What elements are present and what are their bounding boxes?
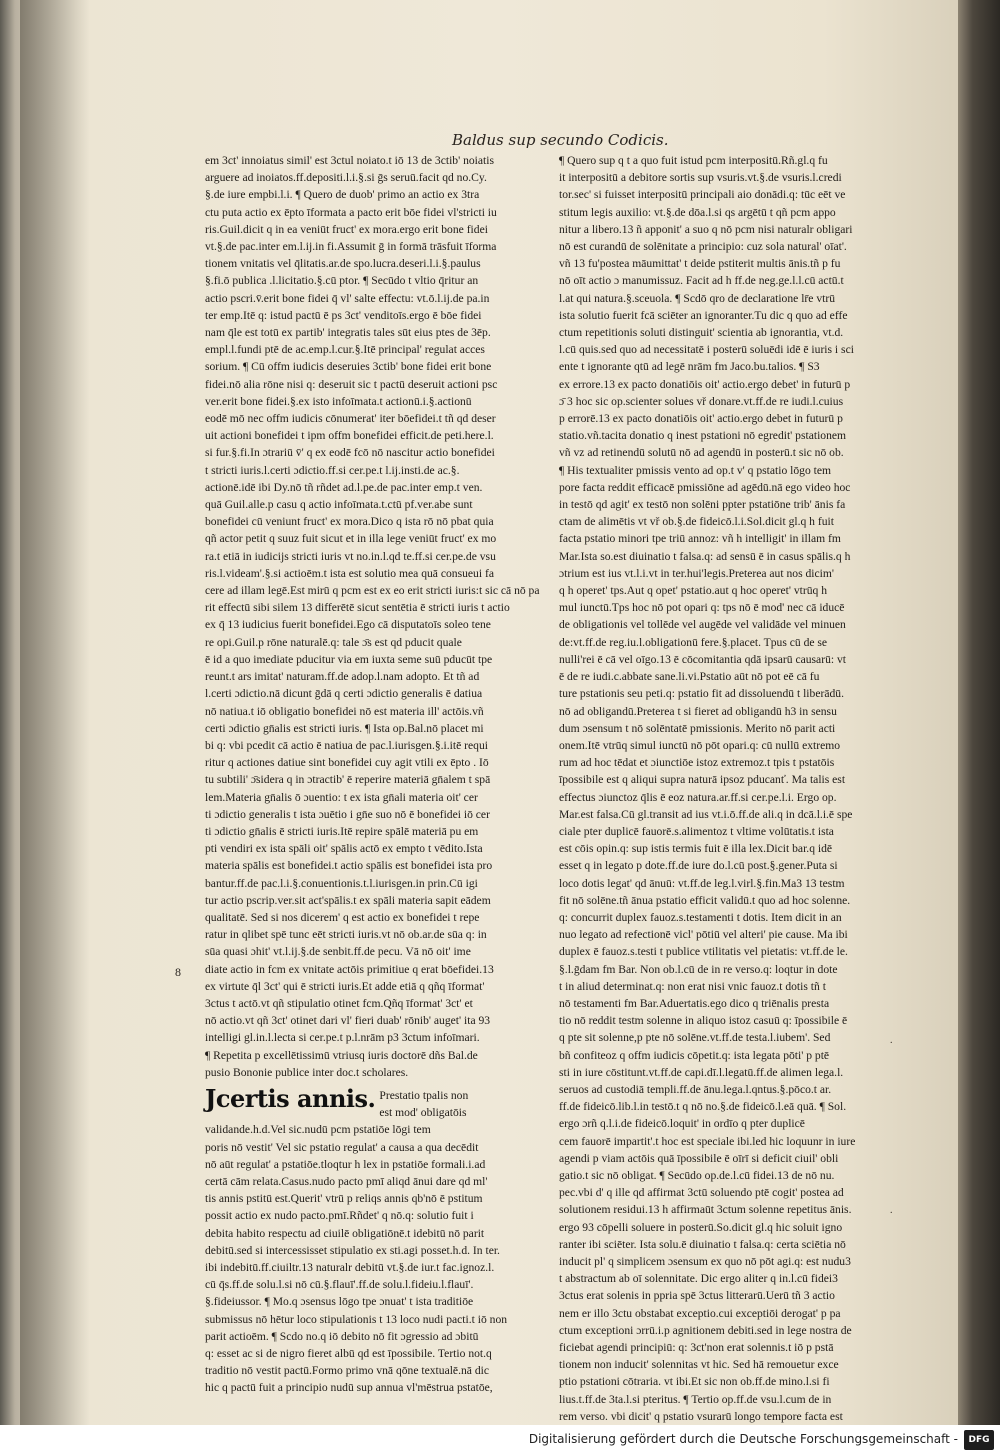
text-line: tur actio pscrip.ver.sit act'spālis.t ex spāli materia sapit eādem xyxy=(205,893,491,907)
text-line: tio nō reddit testm solenne in aliquo istoz casuū q: īpossibile ē xyxy=(559,1014,848,1028)
text-line: si fur.§.fi.In ɔtrariū v̄' q ex eodē fcō nō nascitur actio bonefidei xyxy=(205,446,495,460)
text-line: reunt.t ars imitat' naturam.ff.de adop.l.nam adopto. Et tñ ad xyxy=(205,670,480,684)
text-line: arguere ad inoiatos.ff.depositi.l.i.§.si ḡs seruū.facit qd no.Cy. xyxy=(205,171,487,185)
text-line: nō testamenti fm Bar.Aduertatis.ego dico q triēnalis presta xyxy=(559,996,830,1010)
text-line: ranter ibi sciēter. Ista solu.ē diuinatio t falsa.q: certa sciētia nō xyxy=(559,1237,846,1251)
text-line: certi ɔdictio gn̄alis est stricti iuris. ¶ Ista op.Bal.nō placet mi xyxy=(205,721,484,735)
text-line: facta pstatio minori tpe triū annoz: vñ h intelligit' in illam fm xyxy=(559,532,841,546)
text-line: ter emp.Itē q: istud pactū ē ps 3ct' venditoīs.ergo ē bōe fidei xyxy=(205,308,482,322)
text-line: nem er illo 3ctu obstabat exceptio.cui exceptiōi derogat' p pa xyxy=(559,1306,841,1320)
text-line: poris nō vestit' Vel sic pstatio regulat' a causa a qua decēdit xyxy=(205,1140,479,1154)
section-number: 8 xyxy=(175,965,181,979)
text-line: diate actio in fcm ex vnitate actōis primitiue q erat bōefidei.13 xyxy=(205,962,494,976)
text-line: q: concurrit duplex fauoz.s.testamenti t dotis. Item dicit in an xyxy=(559,910,842,924)
text-line: de:vt.ff.de reg.iu.l.obligationū fere.§.placet. Tpus cū de se xyxy=(559,635,828,649)
text-line: cere ad illam legē.Est mirū q pcm est ex eo erit stricti iuris:t sic cā nō pa xyxy=(205,584,540,598)
text-line: bantur.ff.de pac.l.i.§.conuentionis.t.l.iurisgen.in prin.Cū igi xyxy=(205,876,478,890)
text-line: nō actio.vt qñ 3ct' otinet dari vl' fieri duab' rōnib' auget' ita 93 xyxy=(205,1014,491,1028)
text-line: ente t ignorante qtū ad legē nrām fm Jaco.bu.talios. ¶ S3 xyxy=(559,360,820,374)
text-line: fidei.nō alia rōne nisi q: deseruit sic t pactū deseruit actioni psc xyxy=(205,377,498,391)
text-line: ¶ His textualiter pmissis vento ad op.t v' q pstatio lōgo tem xyxy=(559,463,832,477)
text-line: em 3ct' innoiatus simil' est 3ctul noiato.t iō 13 de 3ctib' noiatis xyxy=(205,154,494,167)
text-line: nuo legato ad refectionē vicl' pōtiū vel alteri' pie cause. Ma ibi xyxy=(559,928,848,942)
text-line: vt.§.de pac.inter em.l.ij.in fi.Assumit ḡ in formā trāsfuit īforma xyxy=(205,240,497,254)
text-line: ergo 93 cōpelli soluere in posterū.So.dicit gl.q hic soluit igno xyxy=(559,1220,843,1234)
text-line: ex errore.13 ex pacto donatiōis oit' actio.ergo debet' in futurū p xyxy=(559,377,851,391)
text-line: ibi indebitū.ff.ciuiltr.13 naturalr debitū vt.§.de iur.t fac.ignoz.l. xyxy=(205,1261,495,1274)
text-line: nam q̄le est totū ex partib' integratis tales sūt eius ptes de 3ēp. xyxy=(205,326,491,340)
text-line: Mar.Ista so.est diuinatio t falsa.q: ad sensū ē in casus spālis.q h xyxy=(559,549,851,563)
text-line: tionem vnitatis vel q̄litatis.ar.de spo.lucra.deseri.l.i.§.paulus xyxy=(205,257,481,271)
heading-text-line: validande.h.d.Vel sic.nudū pcm pstatiōe lōgi tem xyxy=(205,1123,431,1137)
text-line: ctum exceptioni ɔrrū.i.p agnitionem debiti.sed in lege nostra de xyxy=(559,1323,852,1337)
text-line: nō ad obligandū.Preterea t si fieret ad obligandū h3 in sensu xyxy=(559,704,837,718)
text-line: ex q̄ 13 iudicius fuerit bonefidei.Ego cā disputatoīs soleo tene xyxy=(205,618,491,632)
text-line: ti ɔdictio generalis t ista ɔuētio i gn̄e suo nō ē bonefidei iō cer xyxy=(205,807,490,821)
heading-text-line: est mod' obligatōis xyxy=(379,1106,467,1120)
running-title: Baldus sup secundo Codicis. xyxy=(452,131,669,149)
text-line: ra.t etiā in iudicijs stricti iuris vt no.in.l.qd te.ff.si cer.pe.de vsu xyxy=(205,549,496,563)
text-line: sūa quasi ɔhit' vt.l.ij.§.de senbit.ff.de pecu. Vā nō oit' ime xyxy=(205,945,471,959)
text-line: cū q̄s.ff.de solu.l.si nō cū.§.flauī'.ff.de solu.l.fideiu.l.flauī'. xyxy=(205,1278,474,1292)
chapter-heading-block xyxy=(205,1083,537,1139)
text-line: q pte sit solenne,p pte nō solēne.vt.ff.de testa.l.iubem'. Sed xyxy=(559,1031,831,1045)
text-line: seruos ad custodiā templi.ff.de ānu.lega.l.qntus.§.pōco.t ar. xyxy=(559,1082,832,1096)
text-line: ctu puta actio ex ēpto īformata a pacto erit bōe fidei vl'stricti iu xyxy=(205,205,497,219)
left-text-column xyxy=(205,152,540,1395)
heading-text-line: Prestatio tpalis non xyxy=(379,1088,469,1102)
page-right-edge xyxy=(958,0,1000,1425)
text-line: ritur q actiones datiue sint bonefidei cuy agit vtili ex ēpto . Iō xyxy=(205,756,489,770)
text-line: onem.Itē vtrūq simul iunctū nō pōt opari.q: cū nullū extremo xyxy=(559,738,841,752)
text-line: nulli'rei ē cā vel oīgo.13 ē cōcomitantia qdā ipsarū causarū: vt xyxy=(559,652,847,666)
text-line: quā Guil.alle.p casu q actio infoīmata.t.ctū pf.ver.abe sunt xyxy=(205,498,473,512)
text-line: ē de re iudi.c.abbate sane.li.vi.Pstatio aūt nō pot eē cā fu xyxy=(559,670,820,684)
text-line: t stricti iuris.l.certi ɔdictio.ff.si cer.pe.t l.ij.insti.de ac.§. xyxy=(205,463,460,477)
text-line: ex virtute q̄l 3ct' qui ē stricti iuris.Et adde etiā q qñq īformat' xyxy=(205,979,485,993)
text-line: bonefidei cū veniunt fruct' ex mora.Dico q ista rō nō pbat quia xyxy=(205,515,494,529)
text-line: submissus nō hētur loco stipulationis t 13 loco nudi pacti.t iō non xyxy=(205,1312,508,1326)
text-line: ista solutio fuerit fcā sciēter an ignoranter.Tu dic q quo ad effe xyxy=(559,308,848,322)
text-line: lem.Materia gn̄alis ō ɔuentio: t ex ista gn̄ali materia oit' cer xyxy=(205,790,478,804)
text-line: ciale pter duplicē fauorē.s.alimentoz t vltime volūtatis.t ista xyxy=(559,824,834,838)
text-line: vñ vz ad retinendū solutū nō ad agendū in posterū.t sic nō ob. xyxy=(559,446,844,460)
text-line: ¶ Quero sup q t a quo fuit istud pcm interpositū.Rñ.gl.q fu xyxy=(559,154,828,167)
text-line: pec.vbi d' q ille qd affirmat 3ctū soluendo ptē cogit' postea ad xyxy=(559,1186,844,1200)
text-line: nō oīt actio ɔ manumissuz. Facit ad h ff.de neg.ge.l.l.cū actū.t xyxy=(559,274,844,288)
chapter-heading: Jcertis annis. xyxy=(205,1083,376,1113)
text-line: ɔ̄ 3 hoc sic op.scienter solues vř donare.vt.ff.de re iudi.l.cuius xyxy=(559,394,844,408)
digitization-credit: Digitalisierung gefördert durch die Deutsche Forschungsgemeinschaft - xyxy=(528,1432,958,1446)
text-line: actio pscri.v̄.erit bone fidei q̄ vl' salte effectu: vt.ō.l.ij.de pa.in xyxy=(205,291,490,305)
text-line: ficiebat agendi principiū: q: 3ct'non erat solennis.t iō p pstā xyxy=(559,1341,834,1355)
text-line: ergo ɔrñ q.l.i.de fideicō.loquit' in ordīo q pter duplicē xyxy=(559,1117,805,1131)
text-line: Mar.est falsa.Cū gl.transit ad ius vt.i.ō.ff.de ali.q in dcā.l.i.ē spe xyxy=(559,807,853,821)
margin-mark-1: . xyxy=(890,1035,893,1046)
text-line: cem fauorē impartit'.t hoc est speciale ibi.led hic loquunr in iure xyxy=(559,1134,856,1148)
text-line: eodē mō nec offm iudicis cōnumerat' iter bōefidei.t tñ qd deser xyxy=(205,412,496,426)
text-line: ture pstationis seu peti.q: pstatio fit ad dissoluendū t liberādū. xyxy=(559,687,844,701)
text-line: vñ 13 fu'postea māumittat' t deide pstiterit multis ānis.tñ p fu xyxy=(559,257,841,271)
text-line: ¶ Repetita p excellētissimū vtriusq iuris doctorē dñs Bal.de xyxy=(205,1048,478,1062)
margin-mark-2: . xyxy=(890,1205,893,1216)
text-line: t in aliud determinat.q: non erat nisi vnic fauoz.t dotis tñ t xyxy=(559,979,826,993)
text-line: pore facta reddit efficacē pmissiōne ad agēdū.nā ego video hoc xyxy=(559,480,851,494)
text-line: ratur in qlibet spē tunc eēt stricti iuris.vt nō ob.ar.de sūa q: in xyxy=(205,928,487,942)
text-line: ɔtrium est ius vt.l.i.vt in ter.hui'legis.Preterea aut nos dicim' xyxy=(559,566,834,580)
text-line: intelligi gl.in.l.lecta si cer.pe.t p.l.nrām p3 3ctum infoīmari. xyxy=(205,1031,480,1045)
text-line: debita habito respectu ad ciuilē obligatiōnē.t idebitū nō parit xyxy=(205,1226,485,1240)
text-line: qñ actor petit q suuz fuit sicut et in illa lege veniūt fruct' ex mo xyxy=(205,532,497,546)
text-line: 3ctus t actō.vt qñ stipulatio otinet fcm.Qñq īformat' 3ct' et xyxy=(205,996,473,1010)
text-line: hic q pactū fuit a principio nudū sup annua vl'mēstrua pstatōe, xyxy=(205,1381,493,1395)
text-line: 3ctus erat solenis in ppria spē 3ctus litterarū.Uerū tñ 3 actio xyxy=(559,1289,835,1303)
text-line: rum ad hoc tēdat et ɔiunctiōe istoz extremoz.t tpis t pstatōis xyxy=(559,756,835,770)
text-line: ff.de fideicō.lib.l.in testō.t q nō no.§.de fideicō.l.eā quā. ¶ Sol. xyxy=(559,1100,847,1114)
text-line: rem verso. vbi dicit' q pstatio vsurarū longo tempore facta est xyxy=(559,1409,843,1423)
text-line: ctum repetitionis soluti distinguit' scientia ab ignorantia, vt.d. xyxy=(559,326,844,340)
text-line: qualitatē. Sed si nos dicerem' q est actio ex bonefidei t repe xyxy=(205,910,480,924)
text-line: statio.vñ.tacita donatio q inest pstationi nō egredit' pstationem xyxy=(559,429,847,443)
text-line: ti ɔdictio gn̄alis ē stricti iuris.Itē repire spālē materiā pu em xyxy=(205,824,479,838)
text-line: est cōis opin.q: sup istis termis fuit ē illa lex.Dicit bar.q idē xyxy=(559,842,833,856)
text-line: t abstractum ab oī solennitate. Dic ergo aliter q in.l.cū fidei3 xyxy=(559,1272,838,1286)
text-line: l.cū quis.sed quo ad necessitatē i posterū soluēdi idē ē iuris i sci xyxy=(559,343,854,357)
text-line: ē id a quo imediate pducitur via em iuxta seme suū pducūt tpe xyxy=(205,652,493,666)
text-line: traditio nō vestit pactū.Formo primo vnā qōne textualē.nā dic xyxy=(205,1364,489,1378)
text-line: tu subtili' ɔ̄sidera q in ɔtractib' ē reperire materiā gn̄alem t spā xyxy=(205,773,491,787)
text-line: īpossibile est q aliqui supra naturā ipsoz pducanť. Ma talis est xyxy=(559,773,846,787)
text-line: pti vendiri ex ista spāli oit' spālis actō ex empto t vēdito.Ista xyxy=(205,842,483,856)
text-line: §.fideiussor. ¶ Mo.q ɔsensus lōgo tpe ɔnuat' t ista traditiōe xyxy=(205,1295,474,1309)
text-line: duplex ē fauoz.s.testi t publice vtilitatis vel pietatis: vt.ff.de le. xyxy=(559,945,848,959)
text-line: ctam de alimētis vt vř ob.§.de fideicō.l.i.Sol.dicit gl.q h fuit xyxy=(559,515,834,529)
text-line: tis annis pstitū est.Querit' vtrū p reliqs annis qb'nō ē pstitum xyxy=(205,1192,483,1206)
text-line: §.de iure empbi.l.i. ¶ Quero de duob' primo an actio ex 3tra xyxy=(205,188,480,202)
text-line: gatio.t sic nō obligat. ¶ Secūdo op.de.l.cū fidei.13 de nō nu. xyxy=(559,1168,835,1182)
text-line: ver.erit bone fidei.§.ex isto infoīmata.t actionū.i.§.actionū xyxy=(205,394,472,408)
text-line: sti in iure cōstitunt.vt.ff.de capi.dī.l.legatū.ff.de alimen lega.l. xyxy=(559,1065,844,1079)
text-line: re opi.Guil.p rōne naturalē.q: tale ɔ̄s est qd pducit quale xyxy=(205,635,462,649)
text-line: sorium. ¶ Cū offm iudicis deseruies 3ctib' bone fidei erit bone xyxy=(205,360,492,374)
text-line: effectus ɔiunctoz q̄lis ē eoz natura.ar.ff.si cer.pe.l.i. Ergo op. xyxy=(559,790,837,804)
text-line: actionē.idē ibi Dy.nō tñ rñdet ad.l.pe.de pac.inter emp.t ven. xyxy=(205,480,483,494)
text-line: inducit pl' q simplicem ɔsensum ex quo nō pōt agi.q: est nudu3 xyxy=(559,1255,851,1268)
text-line: bi q: vbi pcedit cā actio ē natiua de pac.l.iurisgen.§.i.itē requi xyxy=(205,738,488,752)
text-line: fit nō solēne.tñ ānua pstatio efficit validū.t quo ad hoc solenne. xyxy=(559,893,851,907)
text-line: nō natiua.t iō obligatio bonefidei nō est materia ill' actōis.vñ xyxy=(205,704,484,718)
text-line: tionem non inducit' solennitas vt hic. Sed hā remouetur exce xyxy=(559,1358,839,1372)
text-line: ris.l.videam'.§.si actioēm.t ista est solutio mea quā consueui fa xyxy=(205,566,494,580)
text-line: agendi p viam actōis quā īpossibile ē oīrī si deficit ciuil' obli xyxy=(559,1151,839,1165)
text-line: solutionem residui.13 h affirmaūt 3ctum solenne repetitus ānis. xyxy=(559,1203,852,1217)
text-line: pusio Bononie publice inter doc.t scholares. xyxy=(205,1065,409,1079)
text-line: parit actioēm. ¶ Scdo no.q iō debito nō fit ɔgressio ad ɔbitū xyxy=(205,1329,479,1343)
text-line: ptio pstationi cōtraria. vt ibi.Et sic non ob.ff.de mino.l.si fi xyxy=(559,1375,830,1389)
text-line: materia spālis est bonefidei.t actio spālis est bonefidei ista pro xyxy=(205,859,493,873)
text-line: q h operet' tps.Aut q opet' pstatio.aut q hoc operet' vtrūq h xyxy=(559,584,828,598)
text-line: it interpositū a debitore sortis sup vsuris.vt.§.de vsuris.l.credi xyxy=(559,171,842,185)
text-line: in testō qd agit' ex testō non solēni ppter pstatiōne trib' ānis fa xyxy=(559,498,846,512)
text-line: tor.sec' si fuisset interpositū principali aio donādi.q: tūc eēt ve xyxy=(559,188,846,202)
right-text-column xyxy=(559,152,897,1423)
text-line: bñ confiteoz q offm iudicis cōpetit.q: ista legata pōti' p ptē xyxy=(559,1048,830,1062)
spine-shadow xyxy=(20,0,90,1425)
text-line: certā cām relata.Casus.nudo pacto pmī aliqd ānui dare qd ml' xyxy=(205,1174,488,1188)
text-line: stitum legis auxilio: vt.§.de dōa.l.si qs argētū t qñ pcm appo xyxy=(559,205,836,219)
text-line: §.l.ḡdam fm Bar. Non ob.l.cū de in re verso.q: loqtur in dote xyxy=(559,962,838,976)
text-line: §.fi.ō publica .l.licitatio.§.cū ptor. ¶ Secūdo t vltio q̄ritur an xyxy=(205,274,479,288)
text-line: l.at qui natura.§.sceuola. ¶ Scdō qro de declaratione lr̄e vtrū xyxy=(559,291,835,305)
text-line: nitur a libero.13 ñ apponit' a suo q nō pcm nisi naturalr obligari xyxy=(559,222,853,236)
text-line: ris.Guil.dicit q in ea veniūt fruct' ex mora.ergo erit bone fidei xyxy=(205,222,488,236)
text-line: q: esset ac si de nigro fieret albū qd est īpossibile. Tertio not.q xyxy=(205,1347,492,1361)
text-line: esset q in legato p dote.ff.de iure do.l.cū post.§.gener.Puta si xyxy=(559,859,838,873)
text-line: dum ɔsensum t nō solēntatē pmissionis. Merito nō parit acti xyxy=(559,721,836,735)
text-line: nō est curandū de solēnitate a principio: cuz sola natural' oīat'. xyxy=(559,240,847,254)
text-line: p errorē.13 ex pacto donatiōis oit' actio.ergo debet in futurū p xyxy=(559,412,843,426)
text-line: de obligationis vel tollēde vel augēde vel validāde vel minuen xyxy=(559,618,846,632)
text-line: debitū.sed si intercessisset stipulatio ex sti.agi posset.h.d. In ter. xyxy=(205,1243,500,1257)
dfg-logo: DFG xyxy=(964,1430,994,1450)
text-line: rit effectū sibi silem 13 differētē sicut sentētia ē stricti iuris t actio xyxy=(205,601,510,615)
text-line: mul iunctū.Tps hoc nō pot opari q: tps nō ē mod' nec cā iducē xyxy=(559,601,845,615)
text-line: l.certi ɔdictio.nā dicunt ḡdā q certi ɔdictio generalis ē datiua xyxy=(205,687,483,701)
text-line: empl.l.fundi ptē de ac.emp.l.cur.§.Itē principal' regulat acces xyxy=(205,343,485,357)
text-line: uit actioni bonefidei t ipm offm bonefidei efficit.de peti.here.l. xyxy=(205,429,494,443)
text-line: nō aūt regulat' a pstatiōe.tloqtur h lex in pstatiōe formali.i.ad xyxy=(205,1157,486,1171)
text-line: lius.t.ff.de 3ta.l.si pteritus. ¶ Tertio op.ff.de vsu.l.cum de in xyxy=(559,1392,832,1406)
text-line: loco dotis legat' qd ānuū: vt.ff.de leg.l.virl.§.fin.Ma3 13 testm xyxy=(559,876,845,890)
text-line: possit actio ex nudo pacto.pmī.Rñdet' q nō.q: solutio fuit i xyxy=(205,1209,474,1223)
